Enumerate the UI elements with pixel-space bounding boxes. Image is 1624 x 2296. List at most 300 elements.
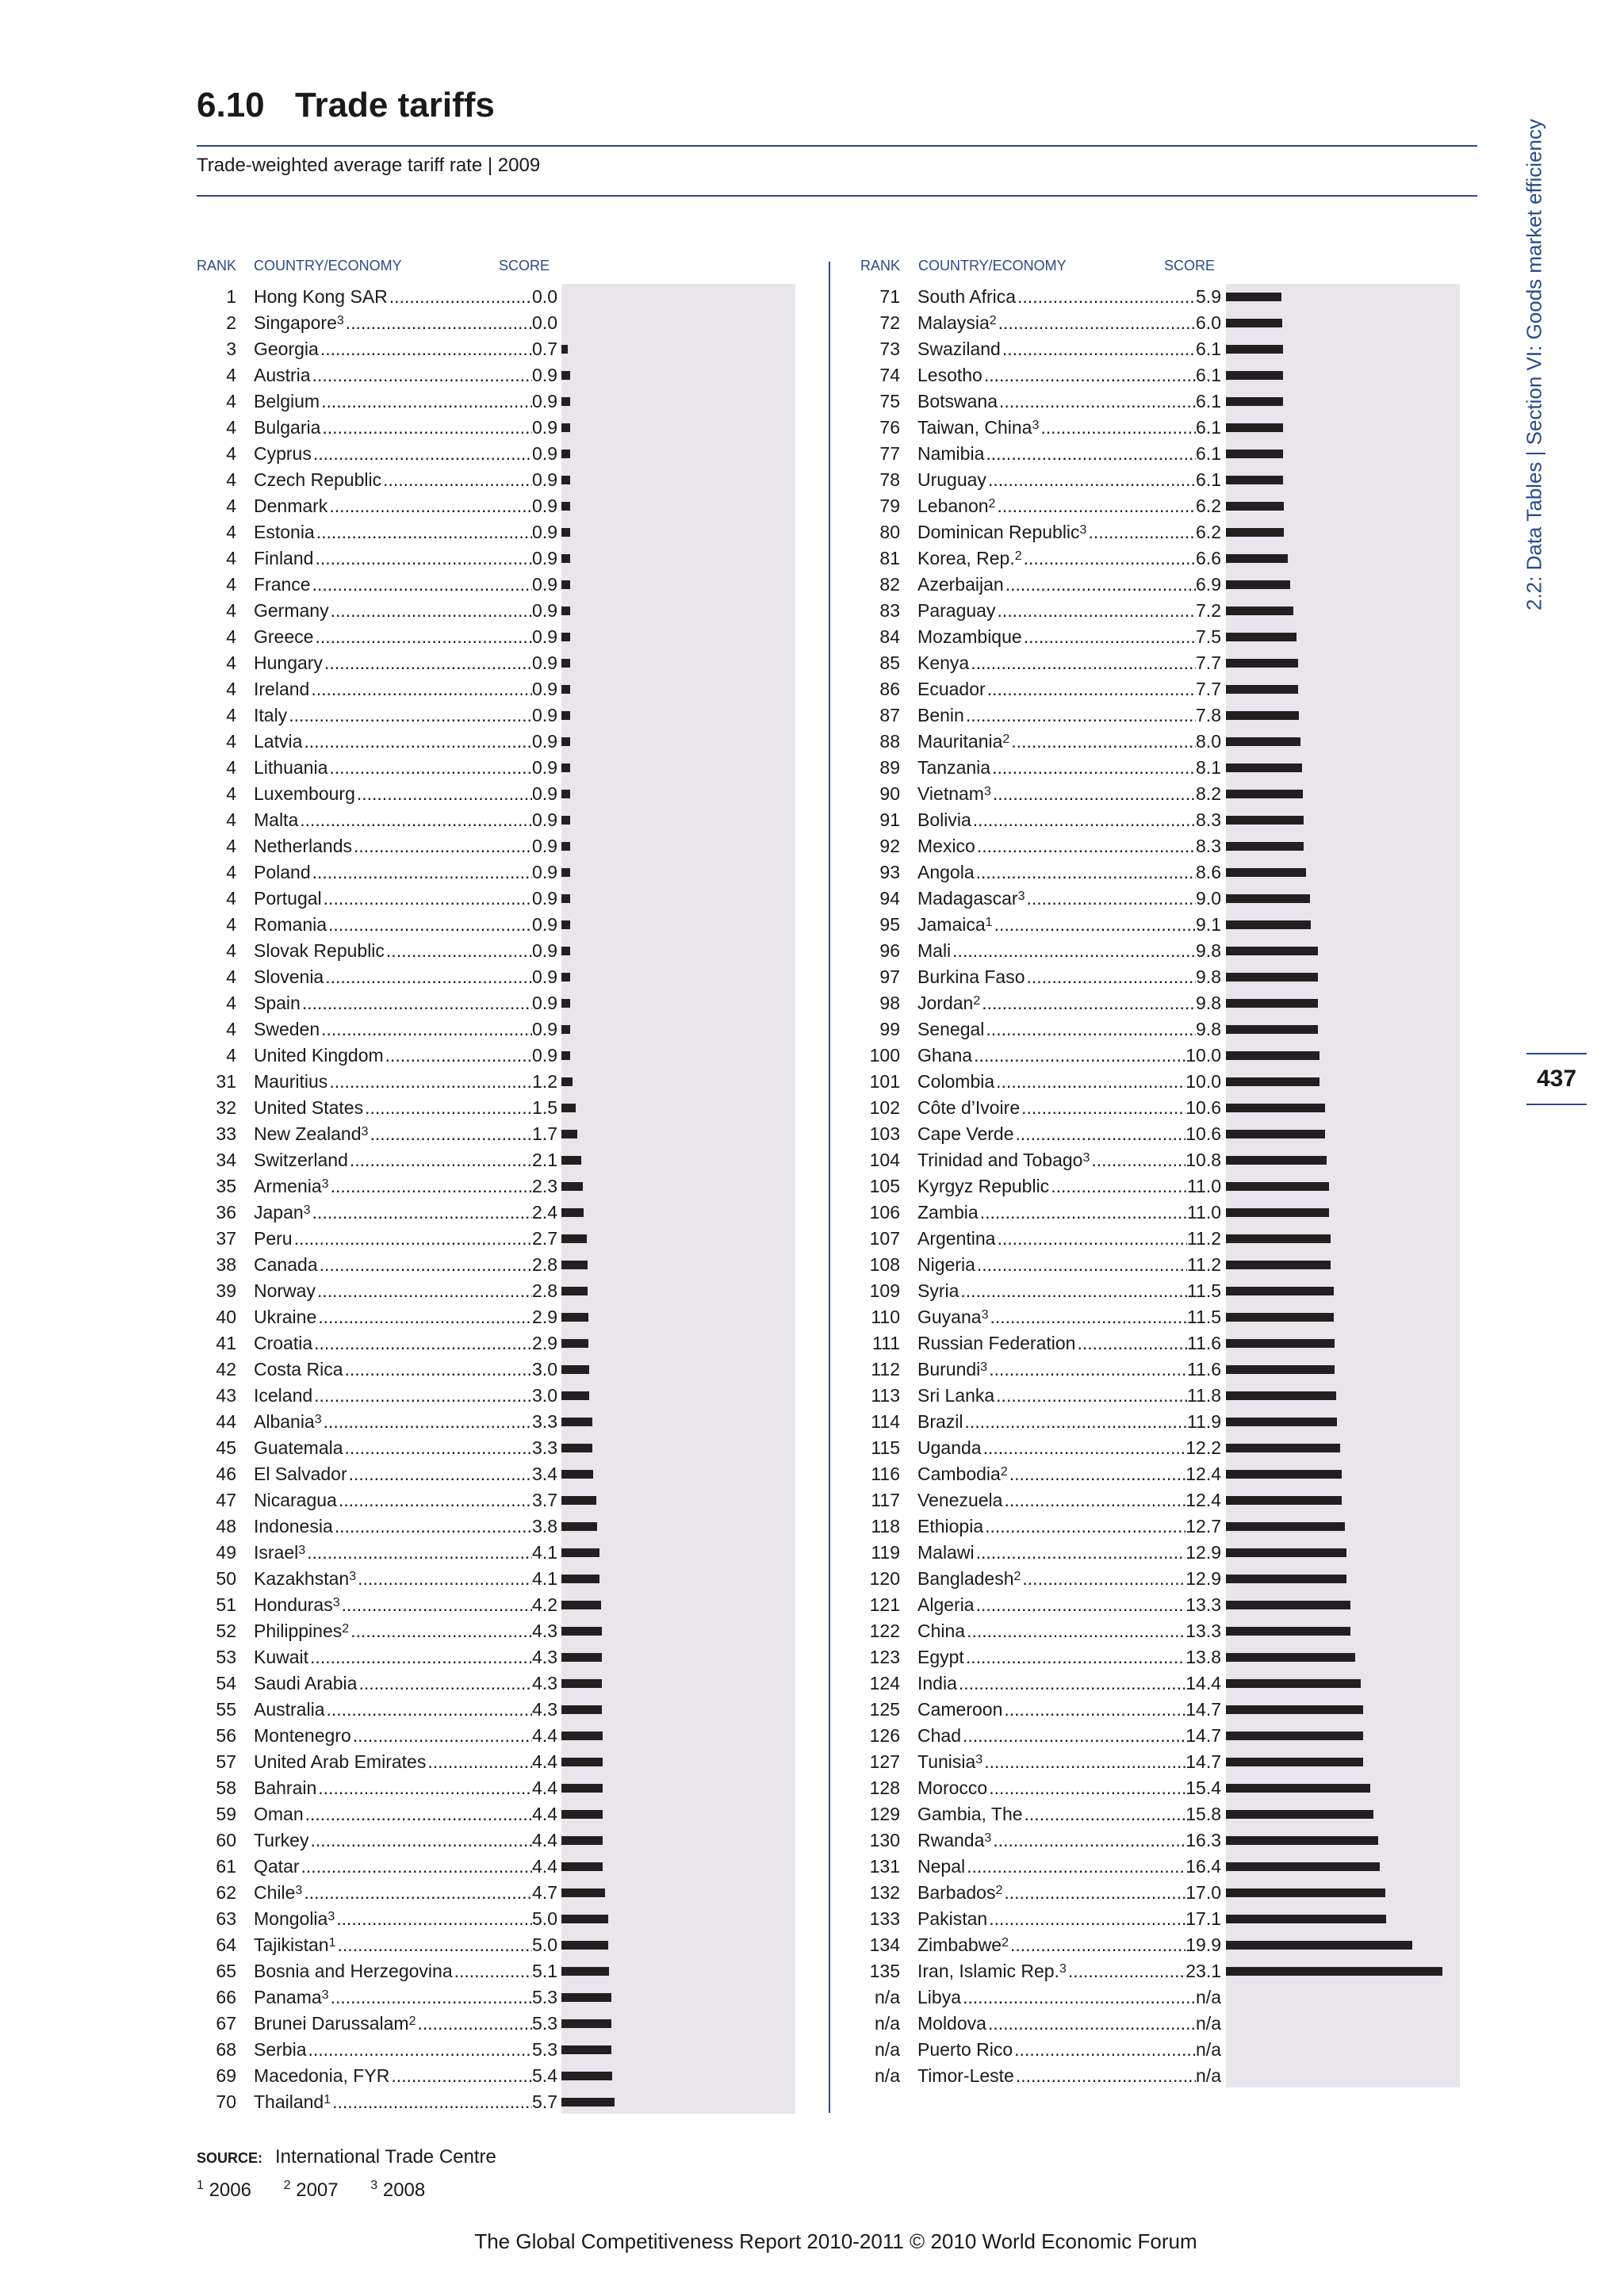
leader-dots [381,467,532,493]
table-row [197,493,752,519]
score-bar [1226,1418,1337,1426]
score-bar [561,2045,611,2054]
footnote-marker: 3 [314,1413,322,1426]
score-cell: 2.1 [532,1150,557,1170]
rank-cell: n/a [875,2013,900,2034]
table-row [197,702,752,729]
score-cell: 7.2 [1196,600,1221,621]
leader-dots [324,964,532,990]
table-row [197,1618,752,1644]
score-bar [1226,1261,1331,1269]
country-name: Kyrgyz Republic [917,1176,1050,1196]
table-row [860,519,1415,545]
leader-dots [327,755,532,781]
table-row [860,1775,1415,1801]
table-row [860,1801,1415,1827]
score-bar [1226,607,1293,615]
score-cell: 0.9 [532,940,557,961]
country-name: Sri Lanka [917,1385,995,1406]
footnote-marker: 3 [332,1596,340,1609]
leader-dots [984,441,1196,467]
rank-cell: 43 [216,1385,236,1406]
leader-dots [1013,2037,1196,2063]
rank-cell: 4 [226,600,236,621]
table-row [860,2011,1415,2037]
score-cell: 0.9 [532,391,557,411]
score-cell: 0.0 [532,286,557,307]
score-cell: 7.8 [1196,705,1221,725]
leader-dots [315,519,532,545]
table-row [197,310,752,336]
left-country-header: COUNTRY/ECONOMY [254,258,402,274]
footnote: $^3$ 2008 [370,2179,426,2201]
table-row [860,1409,1415,1435]
country-name: Bahrain [254,1777,317,1798]
leader-dots [453,1958,532,1984]
rank-cell: 53 [216,1647,236,1667]
country-name: Qatar [254,1856,300,1877]
score-bar [561,1915,608,1923]
score-bar [561,1391,589,1400]
leader-dots [301,990,532,1016]
score-bar [561,450,570,458]
table-row [197,886,752,912]
leader-dots [347,1461,532,1487]
footnote-marker: 2 [1002,733,1010,746]
rank-cell: 111 [872,1333,900,1353]
country-name: Finland [254,548,314,568]
leader-dots [348,1147,532,1173]
footnote-marker: 2 [1002,1936,1009,1950]
rank-cell: 39 [216,1280,236,1301]
score-bar [1226,1208,1329,1217]
table-row [197,1670,752,1697]
table-row [860,1906,1415,1932]
score-cell: 3.3 [532,1437,557,1458]
country-name: Egypt [917,1647,964,1667]
table-row [860,388,1415,415]
score-cell: 14.4 [1185,1673,1221,1693]
score-cell: 3.8 [532,1516,557,1536]
table-row [197,545,752,572]
score-bar [1226,1705,1363,1714]
country-name: Barbados$^2$ [917,1882,1003,1903]
score-cell: 6.1 [1196,469,1221,490]
leader-dots [980,990,1196,1016]
rank-cell: 74 [879,365,900,385]
score-cell: 0.9 [532,888,557,909]
country-name: Tunisia$^3$ [917,1751,983,1772]
table-row [197,1173,752,1200]
table-row [197,1880,752,1906]
country-name: Burundi$^3$ [917,1359,988,1380]
rank-cell: 75 [879,391,900,411]
leader-dots [1009,729,1196,755]
country-name: Algeria [917,1594,975,1615]
footnote-marker: 3 [336,314,344,327]
score-bar [561,554,570,563]
leader-dots [316,1278,532,1304]
score-cell: 5.3 [532,2013,557,2034]
country-name: Nepal [917,1856,966,1877]
country-name: Ethiopia [917,1516,984,1536]
leader-dots [995,493,1196,519]
score-cell: 2.9 [532,1333,557,1353]
rank-cell: 32 [216,1097,236,1118]
footnote-marker: 3 [321,1988,329,2002]
score-bar [561,1941,608,1950]
right-score-header: SCORE [1164,258,1216,274]
country-name: Costa Rica [254,1359,343,1380]
table-row [860,545,1415,572]
country-name: Netherlands [254,836,353,856]
score-cell: 6.1 [1196,391,1221,411]
country-name: Dominican Republic$^3$ [917,522,1087,542]
table-row [860,807,1415,833]
score-bar [561,1967,609,1976]
score-cell: 11.9 [1186,1411,1221,1432]
country-name: Latvia [254,731,303,752]
table-row [197,1513,752,1540]
rank-cell: 71 [879,286,900,307]
score-bar [1226,659,1298,668]
score-bar [561,1888,605,1897]
score-cell: 12.4 [1185,1464,1221,1484]
rank-cell: 54 [216,1673,236,1693]
score-bar [1226,1496,1342,1505]
score-bar [561,1993,611,2002]
score-bar [561,1732,603,1740]
table-row [197,1775,752,1801]
leader-dots [320,1016,532,1043]
table-row [860,1827,1415,1854]
score-cell: 10.0 [1185,1071,1221,1092]
leader-dots [998,388,1196,415]
country-name: Uganda [917,1437,982,1458]
leader-dots [327,493,532,519]
table-row [197,1252,752,1278]
score-bar [561,607,570,615]
rank-cell: 66 [216,1987,236,2007]
rank-cell: n/a [875,1987,900,2007]
score-cell: 2.8 [532,1254,557,1275]
country-name: Georgia [254,339,319,359]
footnote-marker: 3 [1082,1151,1090,1165]
leader-dots [965,1854,1185,1880]
leader-dots [351,1723,532,1749]
table-row [197,415,752,441]
leader-dots [995,598,1196,624]
table-row [197,938,752,964]
score-cell: 13.8 [1185,1647,1221,1667]
score-bar [1226,554,1288,563]
rank-cell: 52 [216,1621,236,1641]
country-name: Romania [254,914,327,935]
country-name: Guatemala [254,1437,343,1458]
country-name: Cape Verde [917,1123,1014,1144]
country-name: Mexico [917,836,975,856]
table-row [860,990,1415,1016]
country-name: Slovenia [254,966,324,987]
rank-cell: 4 [226,757,236,778]
rank-cell: 4 [226,522,236,542]
rank-cell: 129 [869,1804,900,1824]
rank-cell: 91 [879,809,900,830]
country-name: Honduras$^3$ [254,1594,340,1615]
score-cell: 4.4 [532,1751,557,1772]
score-bar [561,1261,588,1269]
rank-cell: 79 [879,496,900,516]
country-name: Burkina Faso [917,966,1025,987]
footnote-marker: 2 [342,1622,350,1636]
rank-cell: 114 [871,1411,900,1432]
rank-cell: 4 [226,705,236,725]
score-bar [561,1575,599,1583]
leader-dots [991,781,1196,807]
rank-cell: 4 [226,417,236,438]
leader-dots [1067,1958,1185,1984]
table-row [197,859,752,886]
country-name: Malaysia$^2$ [917,312,997,333]
table-row [197,2037,752,2063]
section-number: 6.10 [197,86,265,124]
leader-dots [1002,1697,1185,1723]
table-row [860,1513,1415,1540]
leader-dots [305,1540,532,1566]
country-name: Jamaica$^1$ [917,914,993,935]
leader-dots [1014,2063,1196,2089]
footnote: $^2$ 2007 [283,2179,339,2201]
leader-dots [357,1670,532,1697]
table-row [197,990,752,1016]
country-name: Panama$^3$ [254,1987,329,2007]
country-name: Tajikistan$^1$ [254,1934,336,1955]
score-bar [1226,1391,1336,1400]
table-row [197,755,752,781]
country-name: Benin [917,705,964,725]
score-cell: 0.9 [532,417,557,438]
leader-dots [340,1592,532,1618]
table-row [197,1958,752,1984]
rank-cell: 67 [216,2013,236,2034]
leader-dots [298,807,532,833]
rank-cell: 113 [871,1385,900,1406]
score-bar [1226,973,1318,982]
rank-cell: 47 [216,1490,236,1510]
table-row [860,729,1415,755]
score-bar [1226,528,1284,537]
footnote-marker: 3 [983,785,991,798]
table-row [860,702,1415,729]
table-row [197,336,752,362]
leader-dots [1008,1461,1185,1487]
country-name: Hong Kong SAR [254,286,388,307]
score-cell: 14.7 [1185,1699,1221,1720]
country-name: Venezuela [917,1490,1003,1510]
rank-cell: 34 [216,1150,236,1170]
rank-cell: 69 [216,2065,236,2086]
score-bar [1226,1888,1385,1897]
leader-dots [1002,1487,1185,1513]
country-name: Côte d’Ivoire [917,1097,1021,1118]
leader-dots [972,1043,1185,1069]
leader-dots [329,1173,532,1200]
country-name: Russian Federation [917,1333,1076,1353]
score-cell: 8.0 [1196,731,1221,752]
country-name: Croatia [254,1333,313,1353]
rank-cell: 130 [869,1830,900,1850]
rank-cell: 4 [226,731,236,752]
table-row [197,1827,752,1854]
score-cell: 16.3 [1185,1830,1221,1850]
score-bar [1226,345,1283,354]
footnote-marker: 3 [1059,1962,1067,1976]
score-cell: 0.9 [532,783,557,804]
table-row [197,1069,752,1095]
leader-dots [384,1043,532,1069]
score-cell: 2.7 [532,1228,557,1249]
country-name: Paraguay [917,600,996,621]
score-bar [1226,319,1282,327]
table-row [197,807,752,833]
score-cell: 11.5 [1186,1307,1221,1327]
leader-dots [302,729,532,755]
score-bar [1226,450,1283,458]
score-bar [1226,1051,1320,1060]
score-bar [1226,763,1302,772]
table-row [860,755,1415,781]
score-cell: 14.7 [1185,1725,1221,1746]
score-bar [1226,476,1283,484]
left-rank-header: RANK [197,258,237,274]
table-row [197,1540,752,1566]
leader-dots [991,1827,1185,1854]
leader-dots [319,336,532,362]
right-rank-header: RANK [860,258,901,274]
rank-cell: 106 [869,1202,900,1223]
leader-dots [329,598,532,624]
score-bar [1226,737,1300,746]
score-cell: 4.1 [532,1568,557,1589]
table-row [860,1226,1415,1252]
country-name: Greece [254,626,314,647]
leader-dots [312,1330,532,1357]
leader-dots [997,310,1196,336]
country-name: Zambia [917,1202,979,1223]
leader-dots [368,1121,532,1147]
leader-dots [388,284,532,310]
leader-dots [964,702,1196,729]
rank-cell: 76 [879,417,900,438]
score-cell: 11.2 [1186,1254,1221,1275]
leader-dots [343,1357,532,1383]
table-row [860,1200,1415,1226]
country-name: Turkey [254,1830,309,1850]
table-row [860,1958,1415,1984]
score-cell: 0.9 [532,679,557,699]
leader-dots [993,912,1196,938]
country-name: Sweden [254,1019,320,1039]
footnote-marker: 2 [1013,1570,1021,1583]
rank-cell: 77 [879,443,900,464]
table-row [197,1435,752,1461]
table-row [860,1043,1415,1069]
leader-dots [964,1644,1185,1670]
rank-cell: 118 [871,1516,900,1536]
leader-dots [1022,624,1196,650]
leader-dots [327,1069,532,1095]
country-name: Albania$^3$ [254,1411,322,1432]
footnote-marker: 3 [327,1910,335,1923]
leader-dots [308,1827,532,1854]
rank-cell: 112 [871,1359,900,1380]
score-bar [561,790,570,798]
score-bar [561,763,570,772]
country-name: Japan$^3$ [254,1202,311,1223]
score-bar [561,1862,603,1871]
table-row [197,912,752,938]
table-row [860,1723,1415,1749]
side-section-label: 2.2: Data Tables | Section VI: Goods market efficiency [1522,118,1546,611]
score-bar [561,1182,583,1191]
leader-dots [986,2011,1196,2037]
country-name: Peru [254,1228,293,1249]
score-bar [1226,1156,1327,1165]
rank-cell: 36 [216,1202,236,1223]
country-name: Swaziland [917,339,1001,359]
rank-cell: 88 [879,731,900,752]
side-section-tab [1511,95,1558,634]
rank-cell: 84 [879,626,900,647]
page-subtitle: Trade-weighted average tariff rate | 2009 [197,155,541,176]
score-bar [1226,842,1304,851]
score-cell: 5.3 [532,1987,557,2007]
rank-cell: 122 [869,1621,900,1641]
score-cell: 5.9 [1196,286,1221,307]
leader-dots [312,441,532,467]
score-cell: 0.9 [532,443,557,464]
score-cell: 0.9 [532,836,557,856]
score-bar [561,1679,602,1688]
table-row [860,572,1415,598]
score-cell: 0.9 [532,574,557,595]
score-bar [561,2098,615,2107]
score-bar [561,737,570,746]
score-cell: 9.0 [1196,888,1221,909]
table-row [860,1644,1415,1670]
table-row [860,1147,1415,1173]
score-bar [1226,920,1311,929]
table-row [197,467,752,493]
score-cell: 4.4 [532,1856,557,1877]
table-row [197,598,752,624]
leader-dots [961,1984,1196,2011]
table-row [197,624,752,650]
score-bar [1226,1679,1361,1688]
rank-cell: 4 [226,940,236,961]
table-row [197,964,752,990]
leader-dots [995,1226,1186,1252]
score-cell: 8.3 [1196,809,1221,830]
score-bar [1226,371,1283,380]
score-bar [1226,293,1281,301]
leader-dots [287,702,532,729]
footnote-marker: 2 [989,314,997,327]
rank-cell: 51 [216,1594,236,1615]
score-bar [561,1418,592,1426]
rank-cell: 44 [216,1411,236,1432]
country-name: Botswana [917,391,998,411]
